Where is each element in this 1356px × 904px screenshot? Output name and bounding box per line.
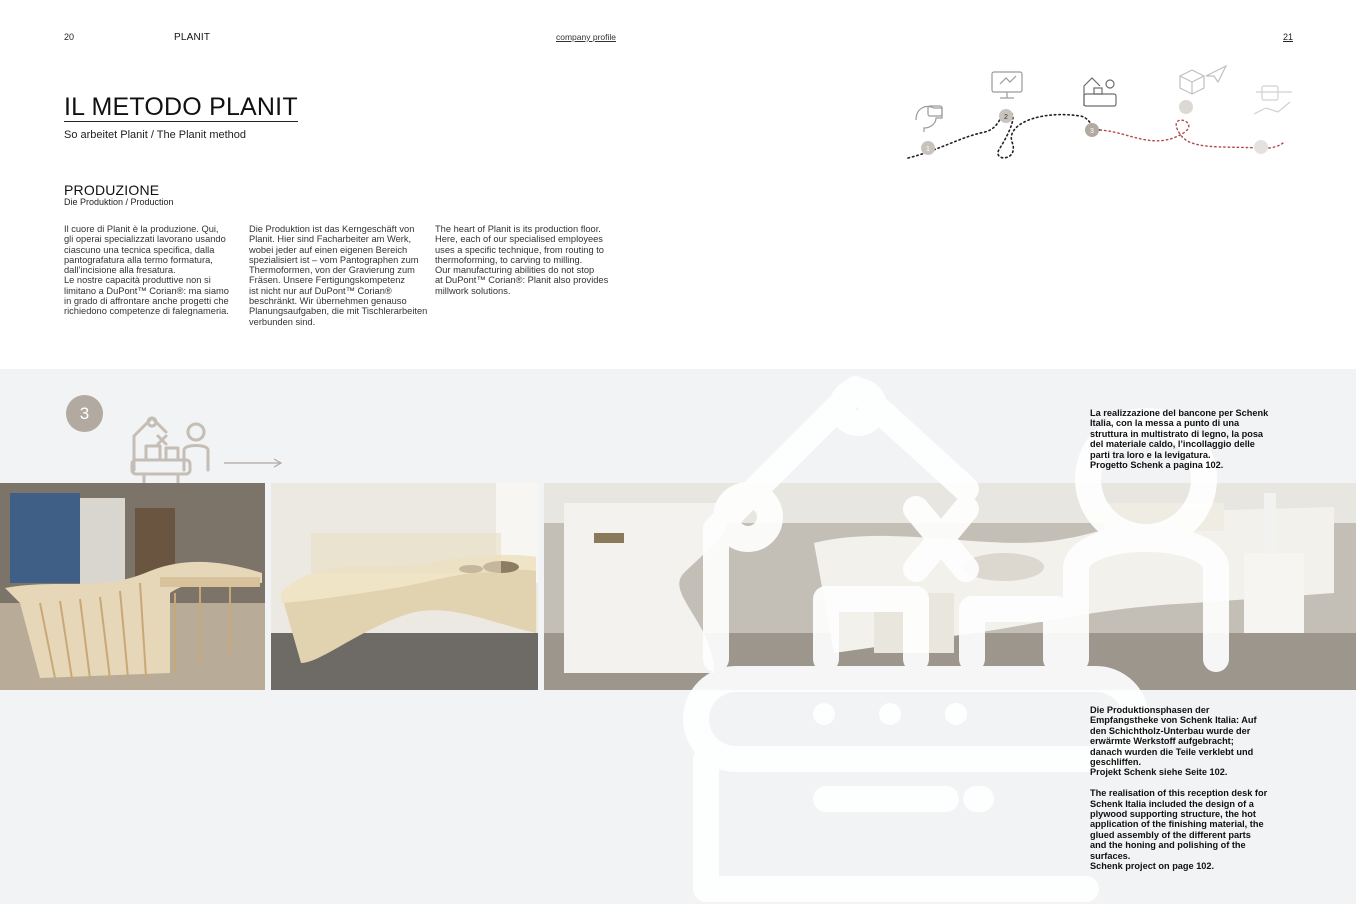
text-line: spezialisiert ist – vom Pantographen zum xyxy=(249,254,419,265)
plywood-desk-photo-frame xyxy=(271,483,538,690)
text-line: The heart of Planit is its production floor. xyxy=(435,224,601,234)
caption-line: surfaces. xyxy=(1090,850,1131,861)
caption-line: La realizzazione del bancone per Schenk xyxy=(1090,408,1269,418)
section-subtitle: Die Produktion / Production xyxy=(64,197,174,207)
caption-line: glued assembly of the different parts xyxy=(1090,829,1251,840)
page-subtitle: So arbeitet Planit / The Planit method xyxy=(64,129,247,141)
text-column-italian xyxy=(64,224,240,317)
hand-gift-icon xyxy=(1254,86,1292,114)
step-4-marker xyxy=(1179,100,1193,114)
caption-line: Progetto Schenk a pagina 102. xyxy=(1090,460,1224,471)
text-column-german xyxy=(249,224,429,327)
caption-line: danach wurden die Teile verklebt und xyxy=(1090,746,1254,757)
text-line: at DuPont™ Corian®: Planit also provides xyxy=(435,275,609,286)
step-1-marker xyxy=(921,141,935,155)
text-line: dall’incisione alla fresatura. xyxy=(64,265,176,276)
text-line: thermoforming, to carving to milling. xyxy=(435,254,583,265)
caption-line: and the honing and polishing of the xyxy=(1090,840,1246,851)
text-line: richiedono competenze di falegnameria. xyxy=(64,306,229,317)
step-3-label: 3 xyxy=(1090,128,1094,135)
text-line: Thermoformen, von der Gravierung zum xyxy=(249,265,415,276)
box-plane-icon xyxy=(1180,66,1226,94)
monitor-icon xyxy=(992,72,1022,98)
production-worker-icon-small xyxy=(1084,78,1116,106)
page-title: IL METODO PLANIT xyxy=(64,93,298,121)
step-badge: 3 xyxy=(66,395,103,432)
text-line: Le nostre capacità produttive non si xyxy=(64,275,211,286)
text-line: wobei jeder auf einen eigenen Bereich xyxy=(249,244,408,255)
caption-line: del materiale caldo, l’incollaggio delle xyxy=(1090,439,1255,450)
caption-line: The realisation of this reception desk for xyxy=(1090,788,1268,799)
chat-head-icon xyxy=(916,106,942,132)
text-line: Planungsaufgaben, die mit Tischlerarbeiten xyxy=(249,306,428,317)
document-label: company profile xyxy=(556,32,617,42)
text-line: in grado di affrontare anche progetti che xyxy=(64,296,229,307)
production-worker-icon xyxy=(126,410,218,484)
text-line: pantografatura alla termo formatura, xyxy=(64,254,213,265)
caption-line: parti tra loro e la levigatura. xyxy=(1090,449,1211,460)
arrow-right-icon xyxy=(224,456,284,470)
step-3-marker xyxy=(1085,123,1099,137)
workshop-photo-frame xyxy=(0,483,265,690)
caption-line: erwärmte Werkstoff aufgebracht; xyxy=(1090,736,1234,747)
text-line: Die Produktion ist das Kerngeschäft von xyxy=(249,224,415,234)
text-line: millwork solutions. xyxy=(435,285,511,296)
text-line: limitano a DuPont™ Corian®: ma siamo xyxy=(64,285,229,296)
text-column-english xyxy=(435,224,611,296)
caption-line: Schenk project on page 102. xyxy=(1090,861,1215,872)
step-2-marker xyxy=(999,109,1013,123)
text-line: Our manufacturing abilities do not stop xyxy=(435,265,595,276)
caption-line: Empfangstheke von Schenk Italia: Auf xyxy=(1090,715,1257,726)
page-number-left: 20 xyxy=(64,32,75,42)
caption-line: application of the finishing material, the xyxy=(1090,819,1264,830)
text-line: verbunden sind. xyxy=(249,316,316,327)
caption-line: geschliffen. xyxy=(1090,757,1142,768)
caption-line: Italia, con la messa a punto di una xyxy=(1090,418,1240,429)
text-line: beschränkt. Wir übernehmen genauso xyxy=(249,296,407,307)
caption-line: Schenk Italia included the design of a xyxy=(1090,798,1254,809)
text-line: Il cuore di Planit è la produzione. Qui, xyxy=(64,224,219,234)
process-diagram xyxy=(900,62,1300,172)
brand-name: PLANIT xyxy=(174,32,211,43)
caption-line: Projekt Schenk siehe Seite 102. xyxy=(1090,767,1228,778)
text-line: Planit. Hier sind Facharbeiter am Werk, xyxy=(249,234,412,245)
text-line: Fräsen. Unsere Fertigungskompetenz xyxy=(249,275,406,286)
caption-line: Die Produktionsphasen der xyxy=(1090,705,1210,715)
text-line: gli operai specializzati lavorano usando xyxy=(64,234,226,245)
text-line: uses a specific technique, from routing to xyxy=(435,244,604,255)
caption-italian xyxy=(1090,408,1290,470)
caption-german-english xyxy=(1090,705,1290,871)
caption-line: plywood supporting structure, the hot xyxy=(1090,809,1256,820)
text-line: Here, each of our specialised employees xyxy=(435,234,603,245)
step-5-marker xyxy=(1254,140,1268,154)
caption-line: struttura in multistrato di legno, la posa xyxy=(1090,428,1264,439)
text-line: ciascuno una tecnica specifica, dalla xyxy=(64,244,215,255)
page-number-right: 21 xyxy=(1283,32,1294,42)
step-2-label: 2 xyxy=(1004,114,1008,121)
section-title: PRODUZIONE xyxy=(64,182,160,198)
caption-line: den Schichtholz-Unterbau wurde der xyxy=(1090,725,1251,736)
text-line: ist nicht nur auf DuPont™ Corian® xyxy=(249,285,392,296)
step-1-label: 1 xyxy=(926,146,930,153)
